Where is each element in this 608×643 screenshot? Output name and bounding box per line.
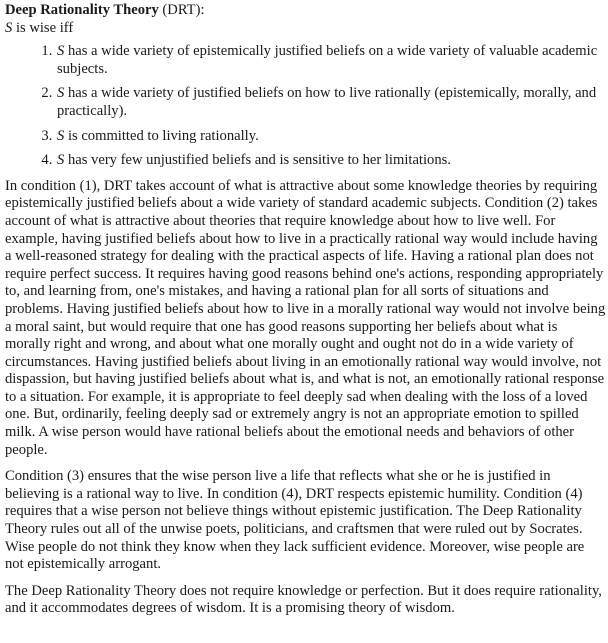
paragraph-conclusion: The Deep Rationality Theory does not require knowledge or perfection. But it does require rationality, and it accommodates degrees of wisdom. It is a promising theory of wisdom.: [5, 582, 602, 617]
definition-title-rest: (DRT):: [158, 2, 205, 18]
condition-item: [56, 128, 606, 146]
definition-title-bold: Deep Rationality Theory: [5, 2, 159, 18]
variable-s: S: [57, 127, 65, 144]
variable-s: S: [5, 19, 13, 36]
paragraph-conditions-3-4: Condition (3) ensures that the wise person live a life that reflects what she or he is justified in believing is a rational way to live. In condition (4), DRT respects epistemic humility. Condition (4) requires that a wise person not believe things without epistemic justification. The Deep Rationality Theory rules out all of the unwise poets, politicians, and craftsmen that were ruled out by Socrates. Wise people do not think they know when they lack sufficient evidence. Moreover, wise people are not epistemically arrogant.: [5, 468, 585, 573]
variable-s: S: [57, 152, 65, 169]
condition-item: [56, 152, 606, 170]
condition-item: [56, 85, 606, 120]
definition-block: [5, 0, 606, 170]
condition-text: has a wide variety of justified beliefs on how to live rationally (epistemically, morally, and practically).: [57, 85, 597, 119]
condition-text: has very few unjustified beliefs and is sensitive to her limitations.: [64, 152, 451, 169]
variable-s: S: [57, 43, 65, 60]
variable-s: S: [57, 85, 65, 102]
condition-text: has a wide variety of epistemically justified beliefs on a wide variety of valuable academic subjects.: [57, 43, 598, 77]
condition-item: [56, 43, 606, 78]
conditions-list: [5, 43, 606, 170]
condition-text: is committed to living rationally.: [64, 127, 259, 144]
paragraph-conditions-1-2: In condition (1), DRT takes account of what is attractive about some knowledge theories by requiring epistemically justified beliefs about a wide variety of standard academic subjects. Condition (2) takes account of what is attractive about theories that require knowledge about how to live well. For example, having justified beliefs about how to live in a practically rational way would include having a well-reasoned strategy for dealing with the practical aspects of life. Having a rational plan does not require perfect success. It requires having good reasons behind one's actions, responding appropriately to, and learning from, one's mistakes, and having a rational plan for all sorts of situations and problems. Having justified beliefs about how to live in a morally rational way would not involve being a moral saint, but would require that one has good reasons supporting her beliefs about what is morally right and wrong, and about what one morally ought and ought not do in a wide variety of circumstances. Having justified beliefs about living in an emotionally rational way would involve, not dispassion, but having justified beliefs about what is, and what is not, an emotionally rational response to a situation. For example, it is appropriate to feel deeply sad when dealing with the loss of a loved one. But, ordinarily, feeling deeply sad or extremely angry is not an appropriate emotion to spilled milk. A wise person would have rational beliefs about the emotional needs and behaviors of other people.: [5, 177, 606, 458]
definition-lead-text: is wise iff: [12, 19, 74, 36]
definition-title: [5, 2, 606, 20]
definition-lead: [5, 20, 606, 38]
